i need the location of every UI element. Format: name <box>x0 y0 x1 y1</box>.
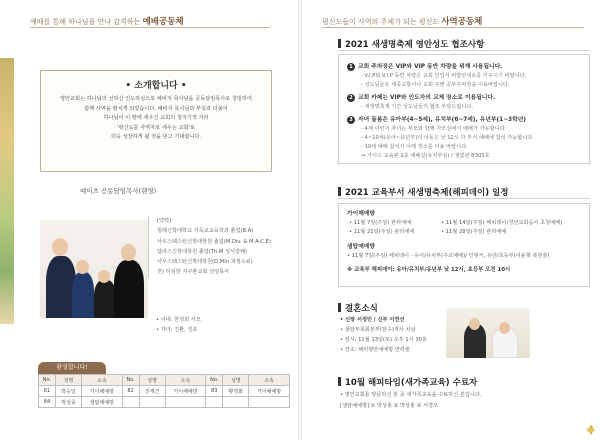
schedule-entry: • 11월 14일(주일) 해피데이(청년교회습사 초청예배) <box>441 220 563 226</box>
wedding-line: • 일시: 11월 13일(토) 오후 1시 30분 <box>340 337 427 343</box>
section-bar <box>338 187 341 196</box>
page-fold <box>298 0 302 440</box>
section-bar <box>338 377 341 386</box>
section2-box <box>338 203 590 287</box>
family-line: • 아내: 한정희 사모 <box>156 317 201 323</box>
table-cell: 83 <box>206 386 223 397</box>
profile-line: 달라스신학대학원 졸업(Th.M 성서강해) <box>157 248 248 255</box>
table-cell <box>223 397 249 408</box>
table-cell <box>122 397 139 408</box>
table-cell <box>139 397 165 408</box>
col-header: 성명 <box>223 375 249 386</box>
notice-item <box>347 114 526 124</box>
intro-line: 함께 사역을 펼치게 되었습니다. 예비지 목사님과 부임과 더불어 <box>84 105 228 112</box>
group-label: 샘탑예예방 <box>347 244 375 250</box>
section-rule <box>338 50 590 51</box>
item-sub: ⇒ 가이드 교육관 2층 예배실(유치부실) / 샘빛관 B305호 <box>361 153 490 159</box>
left-header-rule <box>30 27 270 28</box>
left-header-sub: 예배를 통해 하나님을 만나 감격하는 <box>30 18 141 26</box>
table-cell <box>165 397 206 408</box>
intro-box <box>40 70 272 172</box>
table-row <box>39 397 290 408</box>
section-title <box>338 186 508 198</box>
right-header-sub: 평신도들이 사역의 주체가 되는 평신도 <box>322 18 440 26</box>
person-head <box>52 238 68 256</box>
item-sub: - V.I.P와 V.I.P 동반 차량은 교회 인입서 버방안내로를 키주시기 바랍니다. <box>361 73 527 79</box>
section-bar <box>338 39 341 48</box>
wedding-line: • 신랑 서정민 / 신부 이연선 <box>340 317 405 323</box>
pastor-label: 예이츠 공동담임목사(랜영) <box>80 187 157 195</box>
wedding-line: • 장소: 해미평안예예방 연락줄 <box>340 347 410 353</box>
number-badge: 1 <box>347 63 355 71</box>
table-row <box>39 386 290 397</box>
table-cell: 가이해예방 <box>249 386 290 397</box>
schedule-entry: • 11월 28일(주일) 관리예예 <box>441 229 507 235</box>
left-running-header <box>30 15 184 27</box>
tree-illustration <box>0 58 14 324</box>
notice-item <box>347 92 495 102</box>
number-badge: 2 <box>347 94 355 102</box>
col-header: 성명 <box>139 375 165 386</box>
table-cell: 황정화 <box>223 386 249 397</box>
col-header: No. <box>206 375 223 386</box>
table-cell <box>206 397 223 408</box>
profile-line: 침례신학대학교 기독교교육학과 졸업(B.A) <box>157 228 254 235</box>
right-header-rule <box>322 27 584 28</box>
leaf-icon <box>585 424 597 436</box>
table-cell: 84 <box>39 397 56 408</box>
welcome-tag: 환영합니다! <box>38 362 106 374</box>
person-head <box>76 260 89 274</box>
right-header-main: 사역공동체 <box>441 17 483 27</box>
item-head: 자녀 돌봄은 유아부(4~5세), 유치부(6~7세), 유년부(1~3학년) <box>358 117 526 123</box>
family-photo <box>40 220 148 318</box>
table-cell: 가이해예방 <box>165 386 206 397</box>
profile-line: 사우스웨스턴신학대학원(D.Min 과정수료) <box>157 259 253 266</box>
family-info <box>156 315 201 335</box>
col-header: 성명 <box>55 375 81 386</box>
person-figure <box>114 260 144 318</box>
section1-box <box>338 54 590 164</box>
table-cell: 82 <box>122 386 139 397</box>
col-header: No. <box>39 375 56 386</box>
item-sub: - 4세 이런이 자녀는 부모와 함께 자모실에서 예배가 가능합니다. <box>361 126 507 132</box>
col-header: 소속 <box>165 375 206 386</box>
graduate-line: • 영안교회를 방문하신 분 중 새가족교육을 수료하신 분입니다. <box>340 392 482 398</box>
section4-title: 10월 해피타임(새가족교육) 수료자 <box>345 378 478 388</box>
table-cell: 진세근 <box>139 386 165 397</box>
col-header: 소속 <box>249 375 290 386</box>
bride-head <box>499 322 510 334</box>
section-title <box>338 376 477 388</box>
col-header: No. <box>122 375 139 386</box>
profile-line: 전) 하심한 지구촌교회 선임목사 <box>157 269 230 276</box>
schedule-entry: • 11월 21일(주일) 관리예예 <box>349 229 415 235</box>
person-head <box>98 270 110 283</box>
col-header: 소속 <box>82 375 123 386</box>
schedule-entry: • 11월 7일(주일) 관리예예 <box>349 220 412 226</box>
graduate-line: [샘탑예예방] ① 박상홍 ② 박상홍 ③ 서경모 <box>340 403 439 409</box>
groom-head <box>469 318 480 330</box>
notice-item <box>347 61 503 71</box>
number-badge: 3 <box>347 116 355 124</box>
group-label: 가이해예방 <box>347 211 375 217</box>
intro-body <box>47 95 265 143</box>
person-head <box>121 244 136 261</box>
table-cell: 81 <box>39 386 56 397</box>
table-cell: 가이해예방 <box>82 386 123 397</box>
section-bar <box>338 303 341 312</box>
table-header-row <box>39 375 290 386</box>
intro-title: • 소개합니다 • <box>125 81 187 91</box>
person-figure <box>72 272 94 318</box>
section3-title: 결혼소식 <box>345 304 378 314</box>
section-rule <box>338 198 590 199</box>
item-head: 교회 주차장은 VIP와 VIP 동반 차량을 위해 사용됩니다. <box>358 64 503 70</box>
profile-line: [약력] <box>157 218 172 224</box>
schedule-notice: ※ 교육부 해피데이: 유아/유치부/유년부 낮 12시, 초등부 오전 10시 <box>347 267 511 273</box>
right-running-header <box>322 15 482 27</box>
section-title <box>338 302 378 314</box>
pastor-profile <box>148 216 278 278</box>
item-sub: - 10세 예배 참석시 아래 장소를 이용 바랍니다. <box>361 144 468 150</box>
intro-line: 더욱 성장하게 될 것을 믿고 기대합니다. <box>110 134 202 141</box>
family-line: • 자녀: 진환, 진호 <box>156 327 198 333</box>
profile-line: 사우스웨스턴신학대학원 졸업(M.Div. & M.A.C.E) <box>157 238 271 245</box>
item-head: 교회 카페는 VIP와 인도자의 교제 장소로 이용됩니다. <box>358 95 496 101</box>
wedding-photo <box>446 308 530 358</box>
left-header-main: 예배공동체 <box>142 17 184 27</box>
item-sub: - 성도님들은 대중교통이나 교회 주변 공부주차장을 이용바랍니다. <box>361 82 510 88</box>
table-cell <box>249 397 290 408</box>
section-title <box>338 38 484 50</box>
table-cell: 박성종 <box>55 397 81 408</box>
item-sub: - 새생명축제 기간 성도님들의 협조 부탁드립니다. <box>361 104 473 110</box>
section2-title: 2021 교육부서 새생명축제(해피데이) 일정 <box>345 188 509 198</box>
wedding-line: • 샘탑부목회본부(잠수)직사 차남 <box>340 327 416 333</box>
item-sub: - 4~10세(유아~유년부)의 아동은 낮 12시 각 부서 예배에 참석 가능합니다. <box>361 135 534 141</box>
intro-line: 영안교회는 하나님의 선하신 인도하심으로 예비지 목사님을 공동담임목사로 청빙하여 <box>60 96 252 102</box>
welcome-table <box>38 374 290 408</box>
person-figure <box>94 280 116 318</box>
table-cell: 박승일 <box>55 386 81 397</box>
table-cell: 샘탑예예방 <box>82 397 123 408</box>
schedule-entry: • 11월 7일(주일) 해피데이 - 유아/유치부(주교예배)/ 인형극, 유년/초등부(어윤혁 복원술) <box>347 253 550 259</box>
intro-line: 하나님이 이 땅에 세우신 교회의 청지기적 자라 <box>103 115 209 122</box>
intro-line: '평신도를 사역자로 세우는 교회'로 <box>117 124 195 131</box>
section1-title: 2021 새생명축제 영안성도 협조사항 <box>345 40 485 50</box>
